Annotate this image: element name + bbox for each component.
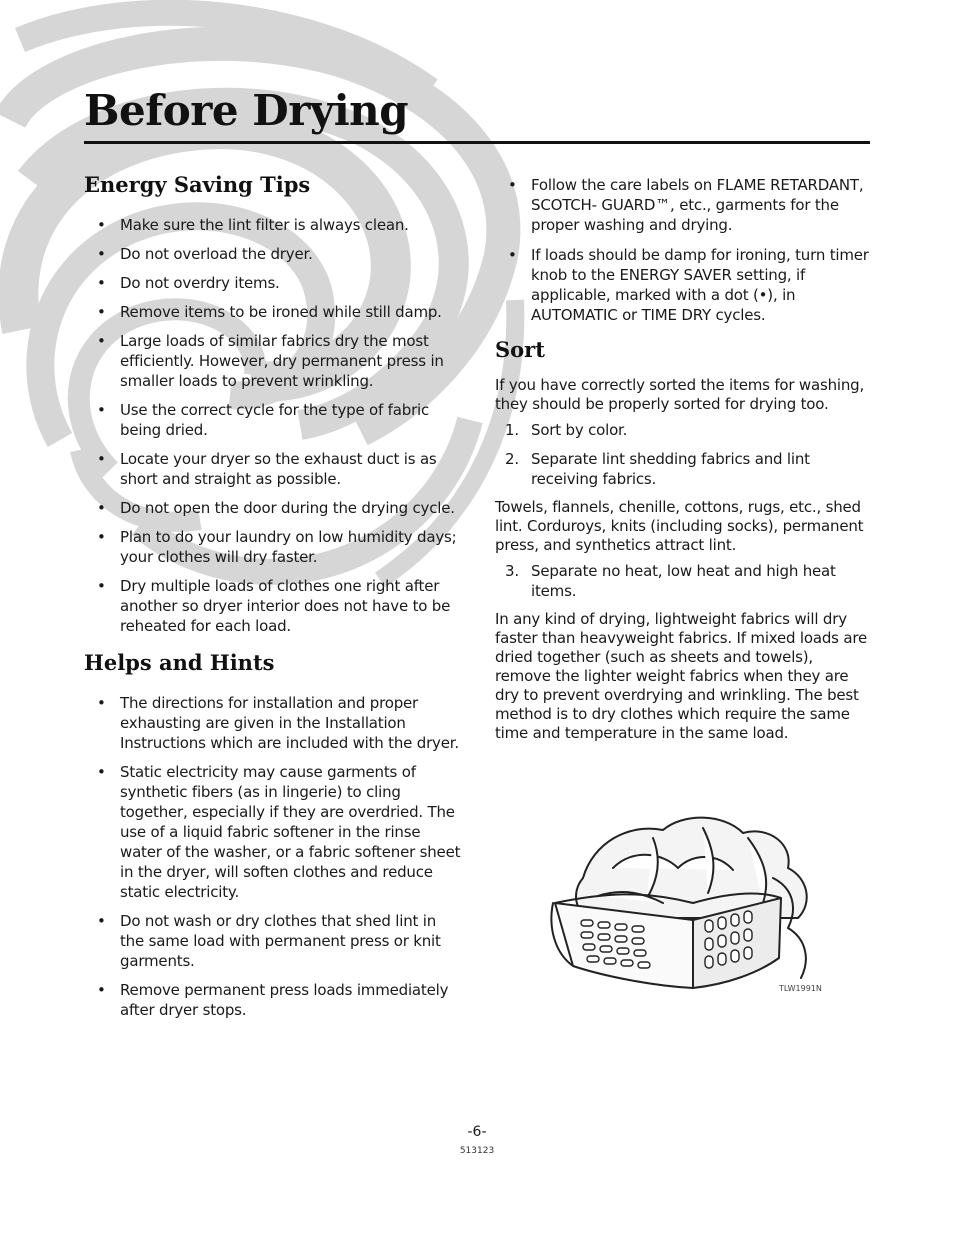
step-text: Sort by color. bbox=[531, 421, 628, 439]
title-rule bbox=[84, 141, 870, 144]
right-column bbox=[495, 175, 873, 749]
list-item: • Do not wash or dry clothes that shed lint in the same load with permanent press or knit garments. bbox=[84, 911, 464, 971]
energy-saving-heading: Energy Saving Tips bbox=[84, 172, 311, 197]
helps-hints-heading: Helps and Hints bbox=[84, 650, 275, 675]
list-item: • The directions for installation and proper exhausting are given in the Installation Instructions which are included with the dryer. bbox=[84, 693, 464, 753]
list-item: • Static electricity may cause garments of synthetic fibers (as in lingerie) to cling together, especially if they are overdried. The use of a liquid fabric softener in the rinse water of the washer, or a fabric softener sheet in the dryer, will soften clothes and reduce static electricity. bbox=[84, 762, 464, 902]
energy-saving-list bbox=[84, 215, 464, 636]
document-number: 513123 bbox=[459, 1146, 495, 1156]
figure-caption: TLW1991N bbox=[779, 984, 822, 993]
page-number: -6- bbox=[467, 1124, 487, 1140]
list-item: • Do not open the door during the drying cycle. bbox=[84, 498, 464, 518]
lint-paragraph: Towels, flannels, chenille, cottons, rugs, etc., shed lint. Corduroys, knits (including socks), permanent press, and synthetics attract lint. bbox=[495, 498, 864, 554]
list-item: • Locate your dryer so the exhaust duct is as short and straight as possible. bbox=[84, 449, 464, 489]
list-item: • Make sure the lint filter is always clean. bbox=[84, 215, 464, 235]
sort-step-1 bbox=[495, 420, 873, 440]
list-item: • If loads should be damp for ironing, turn timer knob to the ENERGY SAVER setting, if applicable, marked with a dot (•), in AUTOMATIC or TIME DRY cycles. bbox=[495, 245, 873, 325]
list-item: • Large loads of similar fabrics dry the most efficiently. However, dry permanent press in smaller loads to prevent wrinkling. bbox=[84, 331, 464, 391]
care-label-list bbox=[495, 175, 873, 325]
list-item: • Remove items to be ironed while still damp. bbox=[84, 302, 464, 322]
list-item: • Do not overdry items. bbox=[84, 273, 464, 293]
list-item: • Plan to do your laundry on low humidity days; your clothes will dry faster. bbox=[84, 527, 464, 567]
sort-intro: If you have correctly sorted the items for washing, they should be properly sorted for drying too. bbox=[495, 376, 865, 413]
step-number: 1. bbox=[505, 421, 519, 439]
list-item: • Remove permanent press loads immediately after dryer stops. bbox=[84, 980, 464, 1020]
step-number: 2. bbox=[505, 450, 519, 468]
step-number: 3. bbox=[505, 562, 519, 580]
left-column bbox=[84, 172, 464, 1029]
drying-paragraph: In any kind of drying, lightweight fabrics will dry faster than heavyweight fabrics. If mixed loads are dried together (such as sheets and towels), remove the lighter weight fabrics when they are dry to prevent overdrying and wrinkling. The best method is to dry clothes which require the same time and temperature in the same load. bbox=[495, 610, 868, 742]
list-item: • Dry multiple loads of clothes one right after another so dryer interior does not have to be reheated for each load. bbox=[84, 576, 464, 636]
sort-step-2 bbox=[495, 449, 873, 489]
page-title: Before Drying bbox=[84, 86, 409, 135]
step-text: Separate no heat, low heat and high heat items. bbox=[531, 562, 836, 600]
sort-heading: Sort bbox=[495, 337, 545, 362]
list-item: • Use the correct cycle for the type of fabric being dried. bbox=[84, 400, 464, 440]
sort-step-3 bbox=[495, 561, 873, 601]
step-text: Separate lint shedding fabrics and lint receiving fabrics. bbox=[531, 450, 810, 488]
laundry-basket-illustration bbox=[543, 808, 833, 998]
list-item: • Follow the care labels on FLAME RETARDANT, SCOTCH- GUARD™, etc., garments for the proper washing and drying. bbox=[495, 175, 873, 235]
helps-hints-list bbox=[84, 693, 464, 1020]
list-item: • Do not overload the dryer. bbox=[84, 244, 464, 264]
